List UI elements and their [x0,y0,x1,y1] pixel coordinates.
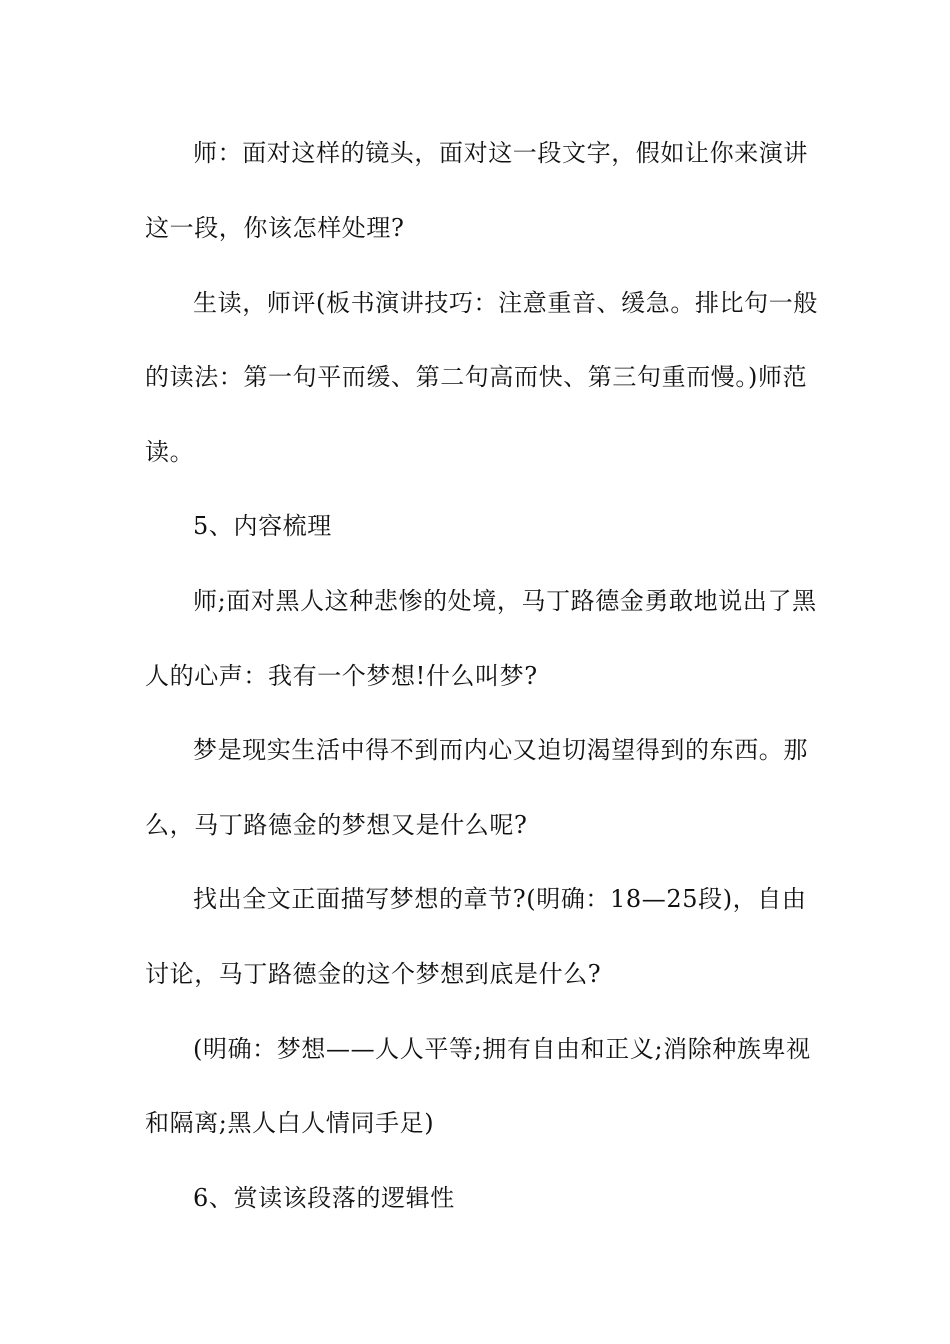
paragraph-line: 师：面对这样的镜头，面对这一段文字，假如让你来演讲 [193,139,808,167]
section-heading: 6、赏读该段落的逻辑性 [193,1184,455,1212]
paragraph-line: 师;面对黑人这种悲惨的处境，马丁路德金勇敢地说出了黑 [193,587,817,615]
paragraph-line: 讨论，马丁路德金的这个梦想到底是什么? [145,960,602,988]
paragraph-line: 梦是现实生活中得不到而内心又迫切渴望得到的东西。那 [193,736,808,764]
paragraph-line: 找出全文正面描写梦想的章节?(明确：18—25段)，自由 [193,885,807,913]
paragraph-line: 这一段，你该怎样处理? [145,214,405,242]
paragraph-line: 和隔离;黑人白人情同手足) [145,1109,435,1137]
paragraph-line: 读。 [145,438,195,466]
paragraph-line: (明确：梦想——人人平等;拥有自由和正义;消除种族卑视 [193,1035,811,1063]
paragraph-line: 生读，师评(板书演讲技巧：注意重音、缓急。排比句一般 [193,289,818,317]
paragraph-line: 人的心声：我有一个梦想!什么叫梦? [145,662,538,690]
section-heading: 5、内容梳理 [193,512,332,540]
paragraph-line: 么，马丁路德金的梦想又是什么呢? [145,811,528,839]
paragraph-line: 的读法：第一句平而缓、第二句高而快、第三句重而慢。)师范 [145,363,808,391]
